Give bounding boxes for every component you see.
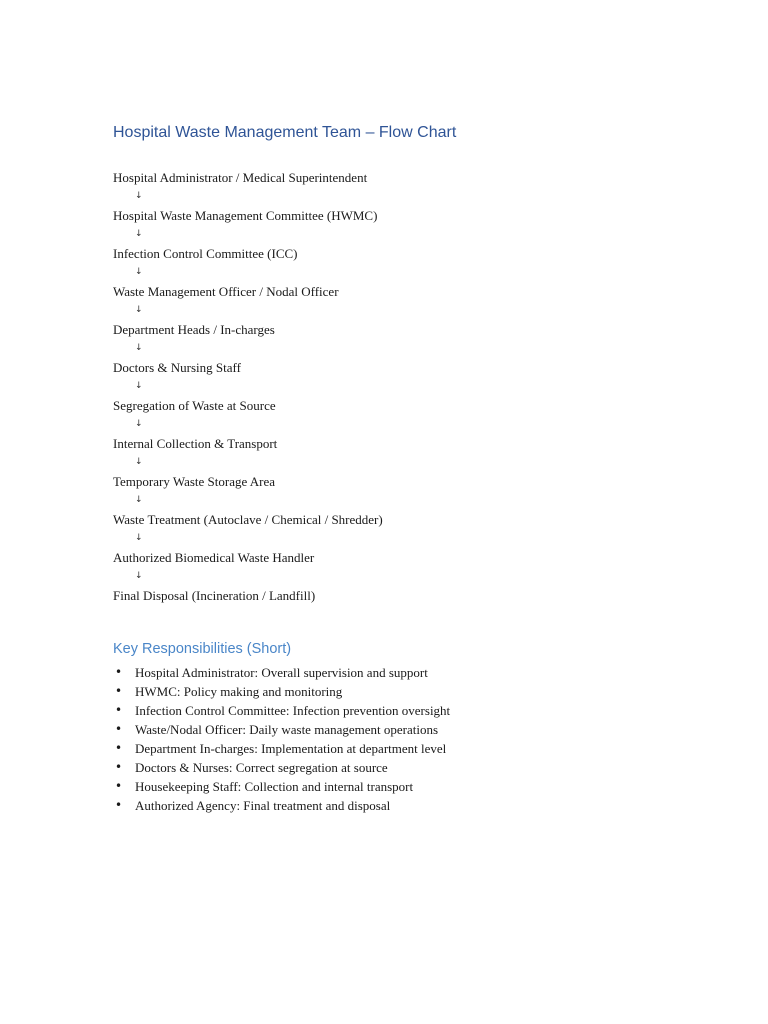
list-item-text: HWMC: Policy making and monitoring [135, 684, 343, 699]
bullet-icon: • [115, 665, 123, 679]
flow-step: Doctors & Nursing Staff [113, 360, 241, 375]
flow-step: Department Heads / In-charges [113, 322, 275, 337]
list-item-text: Department In-charges: Implementation at department level [135, 741, 447, 756]
bullet-icon: • [115, 684, 123, 698]
list-item-text: Waste/Nodal Officer: Daily waste management operations [135, 722, 439, 737]
list-item [113, 701, 713, 720]
down-arrow-icon: ↓ [135, 305, 143, 315]
responsibilities-heading: Key Responsibilities (Short) [113, 641, 292, 657]
list-item-text: Authorized Agency: Final treatment and disposal [135, 798, 391, 813]
bullet-icon: • [115, 798, 123, 812]
flow-step: Authorized Biomedical Waste Handler [113, 550, 315, 565]
down-arrow-icon: ↓ [135, 571, 143, 581]
down-arrow-icon: ↓ [135, 457, 143, 467]
flow-step: Segregation of Waste at Source [113, 398, 276, 413]
flow-step: Waste Treatment (Autoclave / Chemical / Shredder) [113, 512, 383, 527]
list-item-text: Infection Control Committee: Infection prevention oversight [135, 703, 451, 718]
list-item [113, 796, 713, 815]
list-item-text: Doctors & Nurses: Correct segregation at source [135, 760, 388, 775]
down-arrow-icon: ↓ [135, 419, 143, 429]
bullet-icon: • [115, 703, 123, 717]
flow-step: Hospital Administrator / Medical Superintendent [113, 170, 368, 185]
list-item [113, 663, 713, 682]
flow-step: Infection Control Committee (ICC) [113, 246, 298, 261]
responsibilities-list [113, 663, 713, 815]
flow-step: Final Disposal (Incineration / Landfill) [113, 588, 316, 603]
list-item [113, 720, 713, 739]
down-arrow-icon: ↓ [135, 381, 143, 391]
down-arrow-icon: ↓ [135, 343, 143, 353]
flow-step: Hospital Waste Management Committee (HWMC) [113, 208, 378, 223]
list-item [113, 777, 713, 796]
down-arrow-icon: ↓ [135, 267, 143, 277]
down-arrow-icon: ↓ [135, 533, 143, 543]
down-arrow-icon: ↓ [135, 495, 143, 505]
flow-step: Temporary Waste Storage Area [113, 474, 276, 489]
list-item [113, 682, 713, 701]
list-item-text: Hospital Administrator: Overall supervision and support [135, 665, 428, 680]
flow-step: Internal Collection & Transport [113, 436, 278, 451]
flow-chart [113, 168, 713, 605]
bullet-icon: • [115, 741, 123, 755]
list-item [113, 739, 713, 758]
down-arrow-icon: ↓ [135, 191, 143, 201]
list-item [113, 758, 713, 777]
down-arrow-icon: ↓ [135, 229, 143, 239]
document-title: Hospital Waste Management Team – Flow Chart [113, 124, 457, 141]
flow-step: Waste Management Officer / Nodal Officer [113, 284, 339, 299]
bullet-icon: • [115, 779, 123, 793]
bullet-icon: • [115, 760, 123, 774]
bullet-icon: • [115, 722, 123, 736]
list-item-text: Housekeeping Staff: Collection and internal transport [135, 779, 414, 794]
